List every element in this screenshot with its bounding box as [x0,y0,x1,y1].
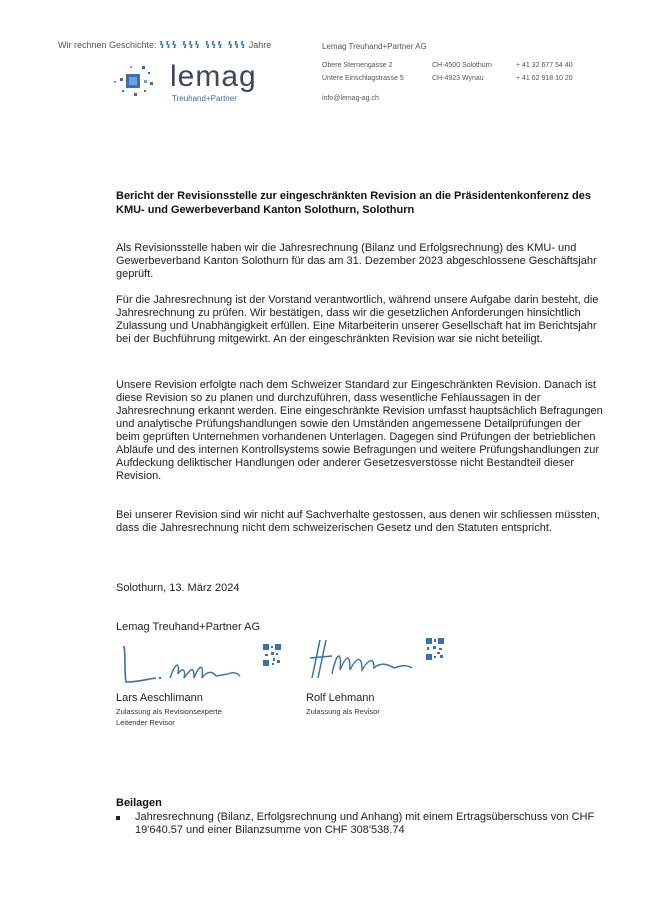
qr-code-icon [262,643,282,667]
signer-1-role: Leitender Revisor [116,718,175,727]
qr-code-icon [425,637,445,661]
attachment-item: Jahresrechnung (Bilanz, Erfolgsrechnung und Anhang) mit einem Ertragsüberschuss von CHF 19'640.57 und einer Bilanzsumme von CHF 308'538.74 [135,811,595,836]
lemag-logo-icon [112,62,156,102]
signer-2-qualification: Zulassung als Revisor [306,707,380,716]
tagline [58,40,271,51]
tagline-text: Wir rechnen Geschichte: [58,40,157,50]
signature-aeschlimann [118,638,248,688]
address-street-1: Obere Sternengasse 2 [322,62,393,69]
address-street-2: Untere Einschlagstrasse 5 [322,75,404,82]
address-phone-1: + 41 32 677 54 40 [516,62,573,69]
tally-marks-handwriting: ꝇꝇꝇ ꝇꝇꝇ ꝇꝇꝇ ꝇꝇꝇ [159,41,247,51]
company-name: Lemag Treuhand+Partner AG [322,42,427,51]
paragraph-4: Bei unserer Revision sind wir nicht auf Sachverhalte gestossen, aus denen wir schliessen müssten, dass die Jahresrechnung nicht dem schweizerischen Gesetz und den Statuten entspricht. [116,509,600,534]
brand-wordmark: lemag [170,60,257,93]
signature-lehmann [306,634,416,684]
attachments-heading: Beilagen [116,797,162,809]
paragraph-2: Für die Jahresrechnung ist der Vorstand verantwortlich, während unsere Aufgabe darin besteht, die Jahresrechnung zu prüfen. Wir bestätigen, dass wir die gesetzlichen Anforderungen hinsichtlich Zulassung und Unabhängigkeit erfüllen. Eine Mitarbeiterin unserer Gesellschaft hat im Berichtsjahr bei der Buchführung mitgewirkt. An der eingeschränkten Revision war sie nicht beteiligt. [116,294,599,345]
signer-1-qualification: Zulassung als Revisionsexperte [116,707,222,716]
paragraph-1: Als Revisionsstelle haben wir die Jahresrechnung (Bilanz und Erfolgsrechnung) des KMU- und Gewerbeverband Kanton Solothurn für das am 31. Dezember 2023 abgeschlossene Geschäftsjahr geprüft. [116,242,597,280]
address-city-2: CH-4923 Wynau [432,75,484,82]
brand-subtitle: Treuhand+Partner [172,94,237,103]
bullet-icon [116,816,120,820]
firm-name: Lemag Treuhand+Partner AG [116,621,261,633]
place-date: Solothurn, 13. März 2024 [116,582,240,594]
signer-name-2: Rolf Lehmann [306,692,375,704]
report-title: Bericht der Revisionsstelle zur eingeschränkten Revision an die Präsidentenkonferenz des KMU- und Gewerbeverband Kanton Solothurn, Solothurn [116,190,591,216]
signer-name-1: Lars Aeschlimann [116,692,203,704]
address-phone-2: + 41 62 918 10 20 [516,75,573,82]
paragraph-3: Unsere Revision erfolgte nach dem Schweizer Standard zur Eingeschränkten Revision. Danach ist diese Revision so zu planen und durchzuführen, dass wesentliche Fehlaussagen in der Jahresrechnung erkannt werden. Eine eingeschränkte Revision umfasst hauptsächlich Befragungen und analytische Prüfungshandlungen sowie den Umständen angemessene Detailprüfungen der beim geprüften Unternehmen vorhandenen Unterlagen. Dagegen sind Prüfungen der betrieblichen Abläufe und des internen Kontrollsystems sowie Befragungen und weitere Prüfungshandlungen zur Aufdeckung deliktischer Handlungen oder anderer Gesetzesverstösse nicht Bestandteil dieser Revision. [116,379,603,482]
tagline-suffix: Jahre [248,40,272,50]
address-city-1: CH-4500 Solothurn [432,62,492,69]
email-link[interactable]: info@lemag-ag.ch [322,95,379,102]
